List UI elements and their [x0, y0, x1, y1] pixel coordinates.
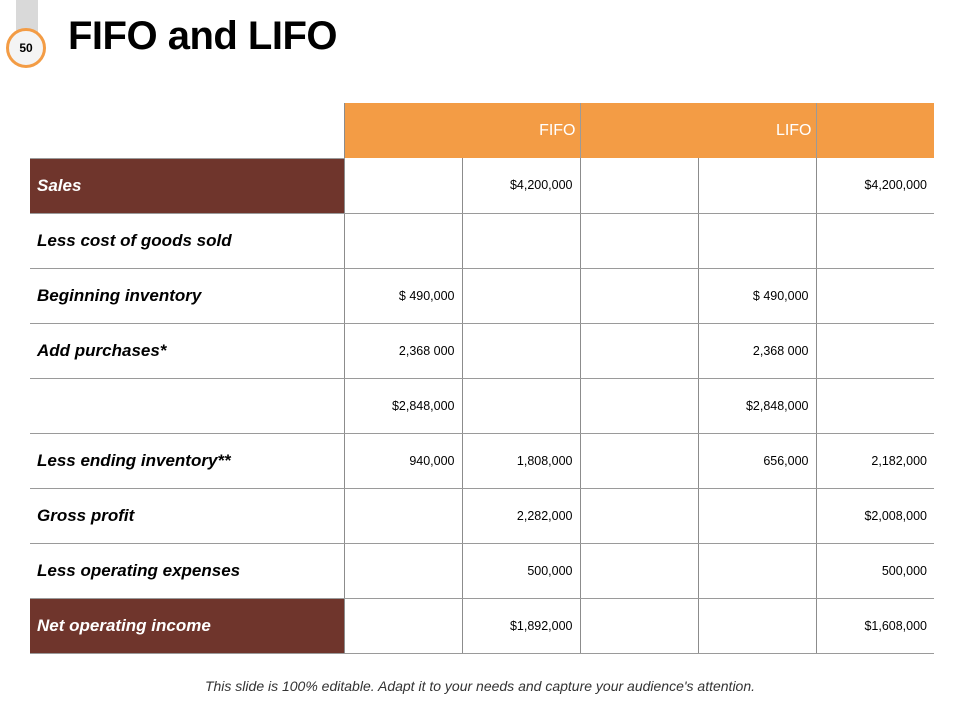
table-row	[30, 378, 934, 433]
row-label: Gross profit	[30, 488, 344, 543]
value-cell	[698, 158, 816, 213]
value-cell: $ 490,000	[698, 268, 816, 323]
value-cell	[462, 213, 580, 268]
value-cell: $ 490,000	[344, 268, 462, 323]
value-cell	[344, 158, 462, 213]
value-cell	[698, 543, 816, 598]
value-cell	[698, 488, 816, 543]
value-cell	[462, 378, 580, 433]
value-cell: $2,008,000	[816, 488, 934, 543]
value-cell: 2,282,000	[462, 488, 580, 543]
page-number-badge	[6, 28, 46, 68]
value-cell	[816, 378, 934, 433]
value-cell: 2,368 000	[344, 323, 462, 378]
value-cell	[816, 323, 934, 378]
value-cell	[698, 213, 816, 268]
row-label: Sales	[30, 158, 344, 213]
header-fill-cell	[580, 103, 698, 158]
value-cell	[580, 433, 698, 488]
table-row	[30, 543, 934, 598]
fifo-lifo-table	[30, 103, 934, 654]
row-label	[30, 378, 344, 433]
header-fill-cell	[344, 103, 462, 158]
value-cell	[580, 323, 698, 378]
row-label: Beginning inventory	[30, 268, 344, 323]
value-cell: $2,848,000	[344, 378, 462, 433]
value-cell	[462, 323, 580, 378]
value-cell	[580, 378, 698, 433]
value-cell: $4,200,000	[462, 158, 580, 213]
row-label: Less cost of goods sold	[30, 213, 344, 268]
table-row	[30, 598, 934, 653]
header-lifo: LIFO	[698, 103, 816, 158]
value-cell: 656,000	[698, 433, 816, 488]
row-label: Net operating income	[30, 598, 344, 653]
row-label: Less ending inventory**	[30, 433, 344, 488]
value-cell	[344, 488, 462, 543]
page-number: 50	[19, 41, 33, 55]
table-row	[30, 488, 934, 543]
value-cell: $1,608,000	[816, 598, 934, 653]
table-row	[30, 213, 934, 268]
value-cell	[580, 213, 698, 268]
row-label: Less operating expenses	[30, 543, 344, 598]
table-row	[30, 433, 934, 488]
table-header-row	[30, 103, 934, 158]
table-row	[30, 268, 934, 323]
value-cell: 500,000	[816, 543, 934, 598]
slide-title: FIFO and LIFO	[68, 14, 338, 58]
value-cell: 2,182,000	[816, 433, 934, 488]
value-cell	[344, 543, 462, 598]
value-cell: $4,200,000	[816, 158, 934, 213]
table-row	[30, 158, 934, 213]
value-cell	[580, 598, 698, 653]
value-cell: $1,892,000	[462, 598, 580, 653]
value-cell: 940,000	[344, 433, 462, 488]
row-label: Add purchases*	[30, 323, 344, 378]
value-cell	[580, 268, 698, 323]
value-cell	[344, 598, 462, 653]
header-empty-cell	[30, 103, 344, 158]
header-fill-cell	[816, 103, 934, 158]
value-cell: $2,848,000	[698, 378, 816, 433]
table-row	[30, 323, 934, 378]
value-cell	[580, 543, 698, 598]
value-cell	[580, 158, 698, 213]
value-cell	[816, 268, 934, 323]
value-cell: 500,000	[462, 543, 580, 598]
value-cell	[698, 598, 816, 653]
value-cell: 2,368 000	[698, 323, 816, 378]
value-cell	[462, 268, 580, 323]
header-fifo: FIFO	[462, 103, 580, 158]
value-cell	[344, 213, 462, 268]
footer-note: This slide is 100% editable. Adapt it to your needs and capture your audience's attention.	[204, 678, 756, 694]
value-cell: 1,808,000	[462, 433, 580, 488]
value-cell	[580, 488, 698, 543]
value-cell	[816, 213, 934, 268]
